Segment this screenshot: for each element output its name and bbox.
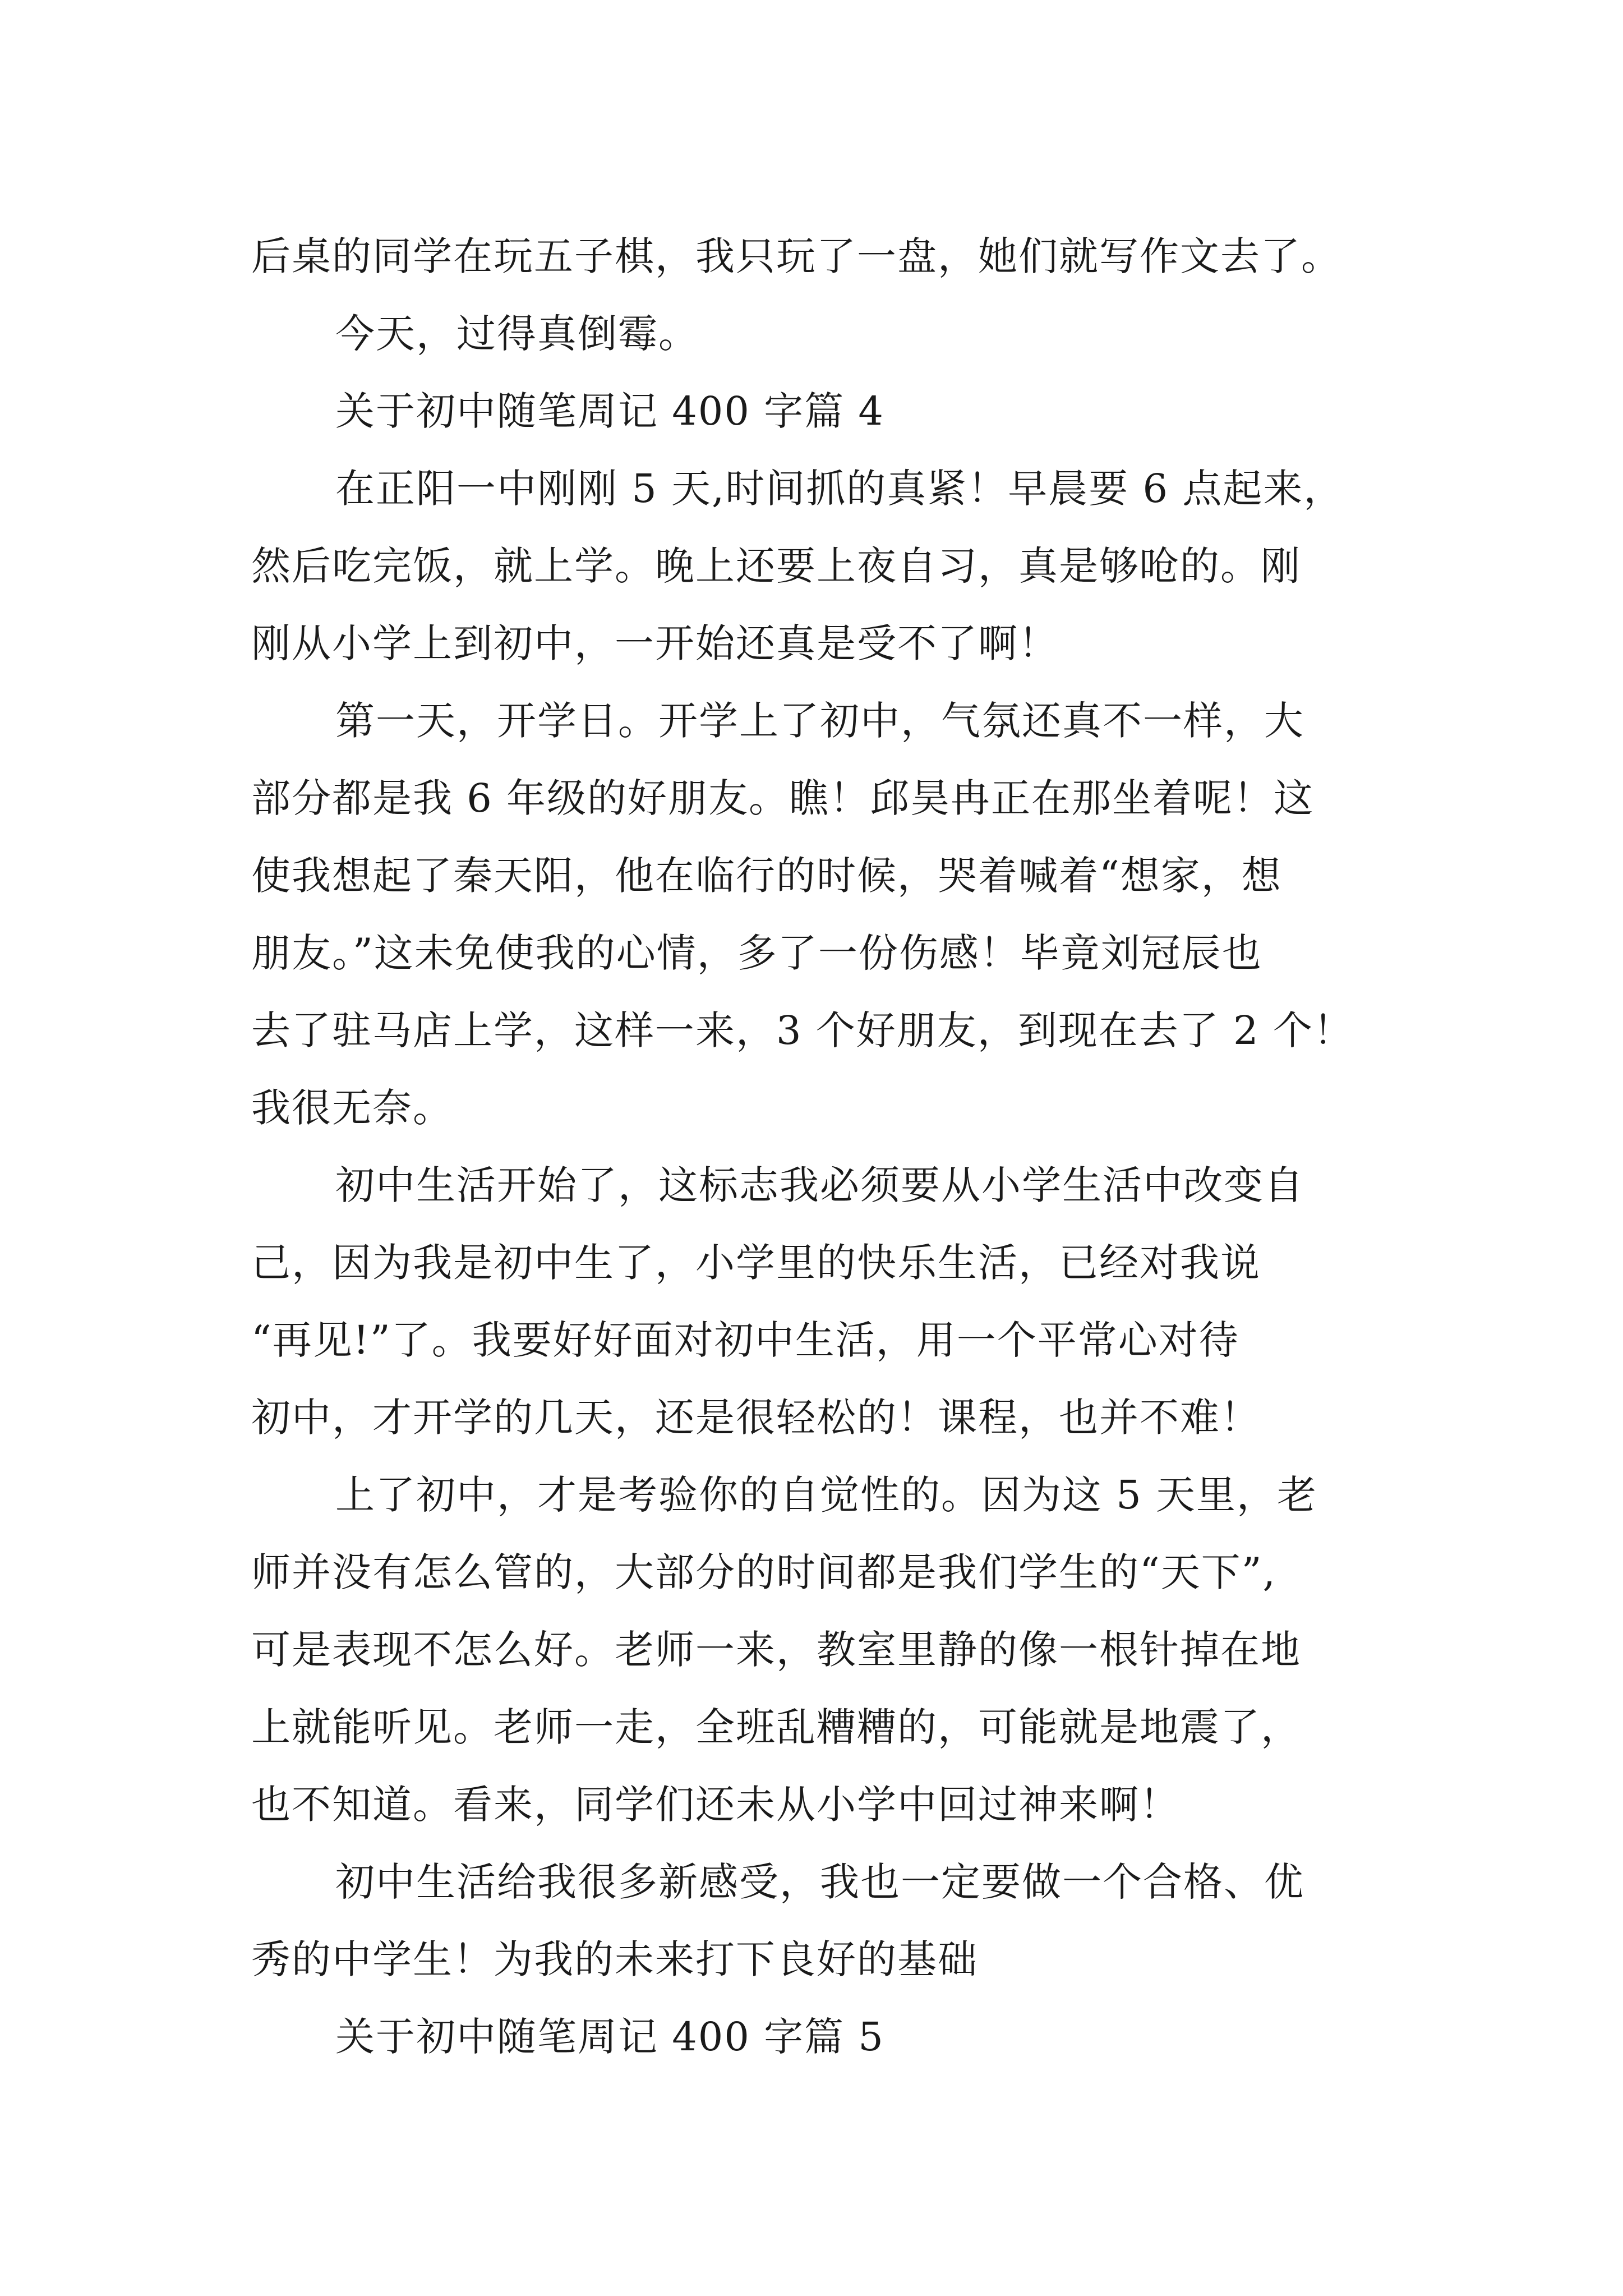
text-line: 使我想起了秦天阳，他在临行的时候，哭着喊着“想家，想 (251, 853, 1282, 899)
text-line: 上了初中，才是考验你的自觉性的。因为这 5 天里，老 (335, 1472, 1318, 1518)
text-line: 己，因为我是初中生了，小学里的快乐生活，已经对我说 (251, 1240, 1261, 1286)
text-line: 初中生活给我很多新感受，我也一定要做一个合格、优 (335, 1859, 1304, 1905)
document-body (251, 218, 1378, 2076)
text-line: 初中，才开学的几天，还是很轻松的！课程，也并不难！ (251, 1395, 1261, 1441)
text-line: “再见!”了。我要好好面对初中生活，用一个平常心对待 (251, 1317, 1239, 1363)
text-line: 我很无奈。 (251, 1085, 453, 1131)
text-line: 秀的中学生！为我的未来打下良好的基础 (251, 1936, 978, 1982)
text-line: 也不知道。看来，同学们还未从小学中回过神来啊！ (251, 1782, 1180, 1828)
text-line: 部分都是我 6 年级的好朋友。瞧！邱昊冉正在那坐着呢！这 (251, 775, 1315, 821)
text-line: 去了驻马店上学，这样一来，3 个好朋友，到现在去了 2 个！ (251, 1007, 1354, 1053)
text-line: 可是表现不怎么好。老师一来，教室里静的像一根针掉在地 (251, 1627, 1301, 1673)
text-line: 第一天，开学日。开学上了初中，气氛还真不一样，大 (335, 698, 1304, 744)
text-line: 朋友。”这未免使我的心情，多了一份伤感！毕竟刘冠辰也 (251, 930, 1262, 976)
text-line: 初中生活开始了，这标志我必须要从小学生活中改变自 (335, 1162, 1304, 1208)
text-line: 然后吃完饭，就上学。晚上还要上夜自习，真是够呛的。刚 (251, 543, 1301, 589)
section-heading: 关于初中随笔周记 400 字篇 5 (335, 2014, 884, 2060)
text-line: 今天，过得真倒霉。 (335, 311, 699, 357)
section-heading: 关于初中随笔周记 400 字篇 4 (335, 388, 884, 434)
text-line: 在正阳一中刚刚 5 天,时间抓的真紧！早晨要 6 点起来， (335, 466, 1344, 512)
text-line: 师并没有怎么管的，大部分的时间都是我们学生的“天下”, (251, 1549, 1276, 1595)
text-line: 后桌的同学在玩五子棋，我只玩了一盘，她们就写作文去了。 (251, 233, 1341, 279)
text-line: 刚从小学上到初中，一开始还真是受不了啊！ (251, 620, 1059, 666)
text-line: 上就能听见。老师一走，全班乱糟糟的，可能就是地震了， (251, 1704, 1301, 1750)
